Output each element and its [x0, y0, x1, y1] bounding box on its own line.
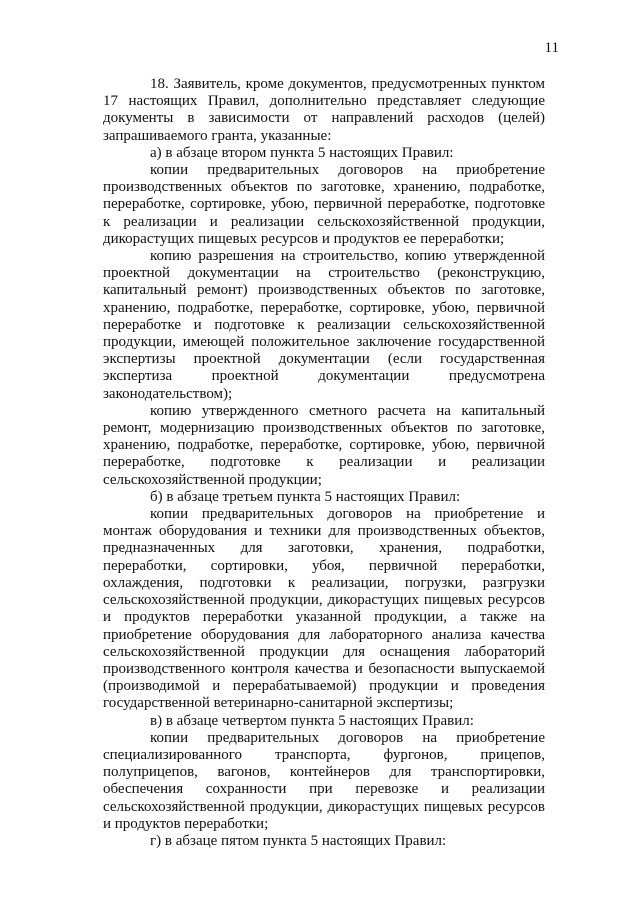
document-body: [103, 76, 545, 850]
paragraph-clause-18: 18. Заявитель, кроме документов, предусмотренных пунктом 17 настоящих Правил, дополнительно представляет следующие документы в зависимости от направлений расходов (целей) запрашиваемого гранта, указанные:: [103, 76, 545, 144]
paragraph-subclause-a: а) в абзаце втором пункта 5 настоящих Правил:: [150, 144, 454, 161]
paragraph-contracts-equipment: копии предварительных договоров на приобретение и монтаж оборудования и техники для производственных объектов, предназначенных для заготовки, хранения, подработки, переработки, сортировки, убоя, первичной переработки, охлаждения, подготовки к реализации, погрузки, разгрузки сельскохозяйственной продукции, дикорастущих пищевых ресурсов и продуктов переработки указанной продукции, а также на приобретение оборудования для лабораторного анализа качества сельскохозяйственной продукции для оснащения лабораторий производственного контроля качества и безопасности выпускаемой (производимой и перерабатываемой) продукции и проведения государственной ветеринарно-санитарной экспертизы;: [103, 506, 545, 712]
paragraph-subclause-v: в) в абзаце четвертом пункта 5 настоящих Правил:: [150, 712, 474, 729]
paragraph-construction-permit: копию разрешения на строительство, копию утвержденной проектной документации на строительство (реконструкцию, капитальный ремонт) производственных объектов по заготовке, хранению, подработке, переработке, сортировке, убою, первичной переработке и подготовке к реализации сельскохозяйственной продукции, имеющей положительное заключение государственной экспертизы проектной документации (если государственная экспертиза проектной документации предусмотрена законодательством);: [103, 248, 545, 402]
paragraph-contracts-transport: копии предварительных договоров на приобретение специализированного транспорта, фургонов, прицепов, полуприцепов, вагонов, контейнеров для транспортировки, обеспечения сохранности при перевозке и реализации сельскохозяйственной продукции, дикорастущих пищевых ресурсов и продуктов переработки;: [103, 729, 545, 832]
paragraph-estimate: копию утвержденного сметного расчета на капитальный ремонт, модернизацию производственных объектов по заготовке, хранению, подработке, переработке, сортировке, убою, первичной переработке, подготовке к реализации и реализации сельскохозяйственной продукции;: [103, 402, 545, 488]
paragraph-contracts-objects: копии предварительных договоров на приобретение производственных объектов по заготовке, хранению, подработке, переработке, сортировке, убою, первичной переработке, подготовке к реализации и реализации сельскохозяйственной продукции, дикорастущих пищевых ресурсов и продуктов ее переработки;: [103, 162, 545, 247]
paragraph-subclause-g: г) в абзаце пятом пункта 5 настоящих Правил:: [150, 832, 447, 849]
paragraph-subclause-b: б) в абзаце третьем пункта 5 настоящих Правил:: [150, 488, 461, 505]
page-number: 11: [544, 40, 559, 56]
